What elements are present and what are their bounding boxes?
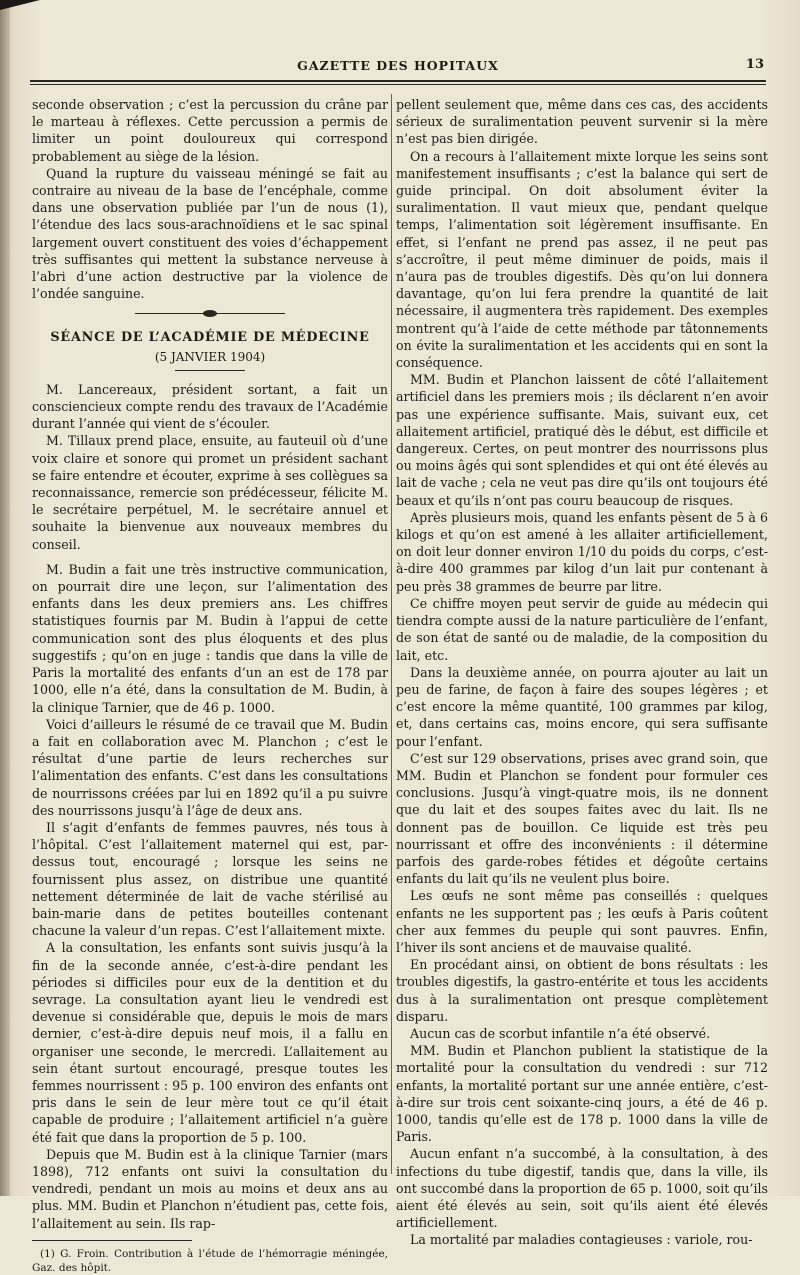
book-spine-shadow <box>0 0 10 1196</box>
paragraph: Aucun cas de scorbut infantile n’a été observé. <box>410 1025 711 1041</box>
paragraph: Aucun enfant n’a succombé, à la consultation, à des infections du tube digestif, tandis que, dans la ville, ils ont succombé dans la proportion de 65 p. 1000, soit qu’ils aient été élevés au sein, soit qu’ils aient été élevés artificiellement. <box>396 1146 768 1231</box>
paragraph: M. Budin a fait une très instructive communication, on pourrait dire une leçon, sur l’alimentation des enfants dans les deux premiers ans. Les chiffres statistiques fournis par M. Budin à l’appui de cette communication sont des plus éloquents et des plus suggestifs ; qu’on en juge : tandis que dans la ville de Paris la mortalité des enfants d’un an est de 178 par 1000, elle n’a été, dans la consultation de M. Budin, à la clinique Tarnier, que de 46 p. 1000. <box>32 561 388 715</box>
paragraph: Quand la rupture du vaisseau méningé se fait au contraire au niveau de la base de l’encéphale, comme dans une observation publiée par l’un de nous (1), l’étendue des lacs sous-arachnoïdiens et le sac spinal largement ouvert constituent des voies d’échappement très suffisantes qui mettent la substance nerveuse à l’abri d’une action destructive par la violence de l’ondée sanguine. <box>32 165 388 302</box>
paragraph: M. Tillaux prend place, ensuite, au fauteuil où d’une voix claire et sonore qui promet un président sachant se faire entendre et écouter, exprime à ses collègues sa reconnaissance, remercie son prédécesseur, félicite M. le secrétaire perpétuel, M. le secrétaire annuel et souhaite la bienvenue aux nouveaux membres du conseil. <box>32 433 388 552</box>
header-rule <box>30 80 766 85</box>
footnote-rule <box>32 1240 192 1241</box>
paragraph: MM. Budin et Planchon publient la statistique de la mortalité pour la consultation du vendredi : sur 712 enfants, la mortalité portant sur une année entière, c’est-à-dire sur trois cent soixante-cinq jours, a été de 46 p. 1000, tandis qu’elle est de 178 p. 1000 dans la ville de Paris. <box>396 1043 768 1145</box>
journal-title: GAZETTE DES HOPITAUX <box>297 58 499 73</box>
paragraph: On a recours à l’allaitement mixte lorque les seins sont manifestement insuffisants ; c’est la balance qui sert de guide principal. On doit absolument éviter la suralimentation. Il vaut mieux que, pendant quelque temps, l’alimentation soit légèrement insuffisante. En effet, si l’enfant ne prend pas assez, il ne peut pas s’accroître, il peut même diminuer de poids, mais il n’aura pas de troubles digestifs. Dès qu’on lui donnera davantage, qu’on lui fera prendre la quantité de lait nécessaire, il augmentera très rapidement. Des exemples montrent qu’à l’aide de cette méthode par tâtonnements on évite la suralimentation et les accidents qui en sont la conséquence. <box>396 148 768 371</box>
paragraph: En procédant ainsi, on obtient de bons résultats : les troubles digestifs, la gastro-entérite et tous les accidents dus à la suralimentation ont presque complètement disparu. <box>396 957 768 1024</box>
paragraph: MM. Budin et Planchon laissent de côté l’allaitement artificiel dans les premiers mois ; ils déclarent n’en avoir pas une expérience suffisante. Mais, suivant eux, cet allaitement artificiel, pratiqué dès le début, est difficile et dangereux. Certes, on peut montrer des nourrissons plus ou moins âgés qui sont splendides et qui ont été élevés au lait de vache ; cela ne veut pas dire qu’ils ont toujours été beaux et qu’ils n’ont pas couru beaucoup de risques. <box>396 372 768 508</box>
footnote-text: (1) G. Froin. Contribution à l’étude de l’hémorragie méningée, Gaz. des hôpit. <box>32 1247 388 1274</box>
running-header <box>30 54 766 76</box>
paragraph: Depuis que M. Budin est à la clinique Tarnier (mars 1898), 712 enfants ont suivi la consultation du vendredi, pendant un mois au moins et deux ans au plus. MM. Budin et Planchon n’étudient pas, cette fois, l’allaitement au sein. Ils rap- <box>32 1146 388 1231</box>
page-number: 13 <box>745 57 764 72</box>
paragraph: Les œufs ne sont même pas conseillés : quelques enfants ne les supportent pas ; les œufs à Paris coûtent cher aux femmes du peuple qui sont pauvres. Enfin, l’hiver ils sont anciens et de mauvaise qualité. <box>396 888 768 955</box>
paragraph: Il s’agit d’enfants de femmes pauvres, nés tous à l’hôpital. C’est l’allaitement maternel qui est, par-dessus tout, encouragé ; lorsque les seins ne fournissent plus assez, on distribue une quantité nettement déterminée de lait de vache stérilisé au bain-marie dans de petites bouteilles contenant chacune la valeur d’un repas. C’est l’allaitement mixte. <box>32 819 388 939</box>
paragraph: C’est sur 129 observations, prises avec grand soin, que MM. Budin et Planchon se fondent pour formuler ces conclusions. Jusqu’à vingt-quatre mois, ils ne donnent que du lait et des soupes faites avec du lait. Ils ne donnent pas de bouillon. Ce liquide est très peu nourrissant et offre des inconvénients : il détermine parfois des garde-robes fétides et dégoûte certains enfants du lait qu’ils ne veulent plus boire. <box>396 750 768 887</box>
section-rule <box>175 370 245 371</box>
paragraph: Après plusieurs mois, quand les enfants pèsent de 5 à 6 kilogs et qu’on est amené à les allaiter artificiellement, on doit leur donner environ 1/10 du poids du corps, c’est-à-dire 400 grammes par kilog d’un lait pur contenant à peu près 38 grammes de beurre par litre. <box>396 509 768 594</box>
paragraph: A la consultation, les enfants sont suivis jusqu’à la fin de la seconde année, c’est-à-dire pendant les périodes si difficiles pour eux de la dentition et du sevrage. La consultation ayant lieu le vendredi est devenue si considérable que, depuis le mois de mars dernier, c’est-à-dire depuis neuf mois, il a fallu en organiser une seconde, le mercredi. L’allaitement au sein étant surtout encouragé, presque toutes les femmes nourrissent : 95 p. 100 environ des enfants ont pris dans le sein de leur mère tout ce qu’il était capable de produire ; l’allaitement artificiel n’a guère été fait que dans la proportion de 5 p. 100. <box>32 940 388 1145</box>
paragraph: M. Lancereaux, président sortant, a fait un consciencieux compte rendu des travaux de l’Académie durant l’année qui vient de s’écouler. <box>32 381 388 432</box>
paragraph: Voici d’ailleurs le résumé de ce travail que M. Budin a fait en collaboration avec M. Planchon ; c’est le résultat d’une partie de leurs recherches sur l’alimentation des enfants. C’est dans les consultations de nourrissons créées par lui en 1892 qu’il a pu suivre des nourrissons jusqu’à l’âge de deux ans. <box>32 716 388 818</box>
paragraph: Dans la deuxième année, on pourra ajouter au lait un peu de farine, de façon à faire des soupes légères ; et c’est encore la même quantité, 100 grammes par kilog, et, dans certains cas, moins encore, qui sera suffisante pour l’enfant. <box>396 664 768 749</box>
section-title: SÉANCE DE L’ACADÉMIE DE MÉDECINE <box>50 330 370 346</box>
footnote <box>32 1247 388 1275</box>
right-column <box>396 96 768 1249</box>
section-ornament <box>135 310 285 317</box>
paragraph: Ce chiffre moyen peut servir de guide au médecin qui tiendra compte aussi de la nature particulière de l’enfant, de son état de santé ou de maladie, de la composition du lait, etc. <box>396 595 768 663</box>
section-date: (5 JANVIER 1904) <box>154 349 266 364</box>
paragraph: La mortalité par maladies contagieuses : variole, rou- <box>410 1232 753 1248</box>
left-column <box>32 96 388 1275</box>
column-divider <box>391 94 392 1174</box>
paragraph: pellent seulement que, même dans ces cas, des accidents sérieux de suralimentation peuvent survenir si la mère n’est pas bien dirigée. <box>396 97 768 147</box>
paragraph: seconde observation ; c’est la percussion du crâne par le marteau à réflexes. Cette percussion a permis de limiter un point douloureux qui correspond probablement au siège de la lésion. <box>32 97 388 164</box>
